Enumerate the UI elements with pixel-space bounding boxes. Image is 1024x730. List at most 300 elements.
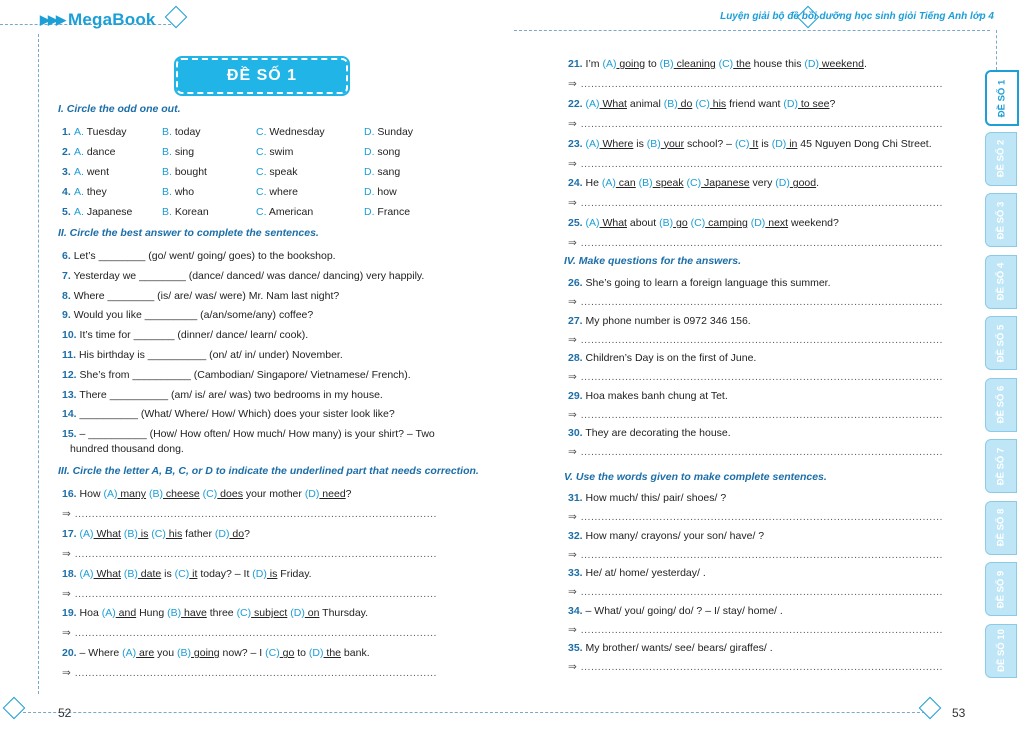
underlined-part: go — [673, 217, 688, 230]
sentence-item — [62, 369, 411, 381]
answer-line: ⇒ .......................................................................................................... — [62, 547, 437, 560]
option-letter: (A) — [101, 607, 116, 620]
option-letter: (D) — [775, 177, 790, 190]
underlined-part: What — [599, 97, 627, 110]
underlined-part: is — [137, 527, 149, 540]
page-number-left: 52 — [58, 706, 72, 720]
option-letter: C. — [256, 126, 267, 138]
tab-exam-10[interactable] — [985, 624, 1017, 678]
item-number: 6. — [62, 250, 71, 262]
tab-exam-3[interactable] — [985, 193, 1017, 247]
underlined-part: his — [709, 97, 727, 110]
sentence-text: father — [182, 527, 215, 540]
sentence-text: Where ________ (is/ are/ was/ were) Mr. Nam last night? — [73, 289, 340, 302]
sentence-text: very — [749, 177, 776, 190]
option-letter: (D) — [287, 607, 305, 620]
item-number: 26. — [568, 277, 583, 289]
option-letter: (A) — [79, 567, 94, 580]
option-letter: (A) — [585, 97, 600, 110]
sentence-text: animal — [626, 97, 664, 110]
option-letter: C. — [256, 146, 267, 158]
sentence-item — [62, 309, 313, 321]
tab-label: ĐỀ SỐ 5 — [995, 324, 1007, 362]
item-number: 5. — [62, 206, 71, 218]
left-margin-rule — [38, 34, 39, 694]
answer-line: ⇒ .......................................................................................................... — [568, 511, 943, 523]
sentence-text: ? — [244, 527, 250, 540]
option-letter: (B) — [663, 97, 678, 110]
book-title: Luyện giải bộ đề bồi dưỡng học sinh giỏi Tiếng Anh lớp 4 — [720, 11, 994, 22]
underlined-part: going — [191, 647, 220, 660]
footer-rule-right — [520, 712, 930, 713]
item-text: She’s going to learn a foreign language this summer. — [585, 277, 831, 289]
item-text: They are decorating the house. — [585, 427, 731, 440]
option-letter: (C) — [715, 58, 734, 70]
option-letter: (D) — [804, 58, 819, 70]
list-item — [568, 352, 756, 364]
sentence-text: to — [294, 647, 309, 660]
section-heading: I. Circle the odd one out. — [58, 103, 181, 115]
sentence-text: school? – — [684, 137, 735, 150]
sentence-text: His birthday is __________ (on/ at/ in/ under) November. — [78, 349, 343, 361]
sentence-item — [62, 349, 343, 361]
option — [162, 146, 194, 158]
option-letter: (C) — [683, 177, 702, 190]
option-letter: (C) — [174, 567, 190, 580]
correction-item — [62, 568, 312, 580]
underlined-part: are — [136, 647, 155, 660]
answer-line: ⇒ .......................................................................................................... — [568, 408, 943, 421]
list-item — [568, 390, 728, 402]
sentence-text: __________ (What/ Where/ How/ Which) does your sister look like? — [79, 408, 395, 421]
underlined-part: What — [599, 217, 627, 230]
option-letter: (B) — [646, 137, 661, 150]
underlined-part: can — [615, 177, 636, 190]
answer-line: ⇒ .......................................................................................................... — [568, 371, 943, 384]
option-letter: (A) — [79, 527, 94, 540]
option-letter: (D) — [214, 527, 230, 540]
underlined-part: It — [749, 137, 759, 150]
item-number: 27. — [568, 314, 583, 327]
underlined-part: do — [677, 97, 693, 110]
item-number: 12. — [62, 368, 77, 381]
sentence-item — [62, 250, 336, 262]
sentence-text: now? – I — [219, 647, 266, 660]
item-number: 30. — [568, 427, 583, 440]
option-letter: C. — [256, 206, 267, 218]
sentence-text: ? — [829, 97, 836, 110]
tab-exam-4[interactable] — [985, 255, 1017, 309]
item-text: – What/ you/ going/ do/ ? – I/ stay/ home/ . — [585, 604, 783, 617]
section-heading: V. Use the words given to make complete sentences. — [564, 471, 827, 483]
underlined-part: date — [137, 567, 162, 580]
option — [74, 186, 107, 198]
option-letter: A. — [74, 186, 84, 198]
correction-item — [568, 177, 819, 189]
underlined-part: his — [165, 527, 183, 540]
option-letter: (C) — [236, 607, 252, 620]
underlined-part: speak — [652, 177, 684, 190]
item-number: 25. — [568, 217, 583, 230]
sentence-item — [62, 428, 435, 440]
option-text: swim — [269, 146, 294, 158]
list-item — [568, 492, 726, 504]
option-letter: D. — [364, 166, 375, 178]
option-letter: C. — [256, 166, 267, 178]
option — [256, 126, 325, 138]
option-text: dance — [86, 146, 116, 158]
sentence-text: is — [758, 137, 772, 150]
answer-line: ⇒ .......................................................................................................... — [568, 78, 943, 90]
underlined-part: do — [229, 527, 245, 540]
sentence-text: I’m — [585, 58, 603, 70]
underlined-part: the — [323, 647, 342, 660]
header-rule-right — [514, 30, 990, 31]
sentence-text: It’s time for _______ (dinner/ dance/ learn/ cook). — [79, 329, 309, 342]
option-text: song — [377, 146, 401, 158]
underlined-part: camping — [705, 217, 748, 230]
exam-title: ĐỀ SỐ 1 — [176, 58, 348, 94]
answer-line: ⇒ .......................................................................................................... — [62, 667, 437, 680]
option-letter: (B) — [167, 607, 182, 620]
option-letter: (A) — [585, 137, 600, 150]
item-number: 28. — [568, 352, 583, 365]
option-letter: (A) — [601, 177, 616, 190]
option-text: Sunday — [377, 126, 414, 138]
footer-ornament — [919, 697, 942, 720]
underlined-part: it — [189, 567, 198, 580]
option — [162, 186, 194, 198]
section-heading: II. Circle the best answer to complete the sentences. — [58, 227, 319, 239]
item-text: How much/ this/ pair/ shoes/ ? — [585, 492, 727, 504]
item-number: 16. — [62, 488, 77, 500]
list-item — [568, 427, 731, 439]
tab-exam-2[interactable] — [985, 132, 1017, 186]
option — [256, 206, 313, 218]
sentence-text: Thursday. — [319, 607, 369, 620]
option-text: bought — [174, 166, 207, 178]
tab-exam-1[interactable] — [985, 70, 1019, 126]
underlined-part: Japanese — [701, 177, 750, 190]
option-letter: (D) — [308, 647, 324, 660]
option — [364, 146, 400, 158]
option-text: Wednesday — [269, 126, 325, 138]
option-text: sang — [377, 166, 401, 178]
underlined-part: next — [765, 217, 789, 230]
item-text: He/ at/ home/ yesterday/ . — [585, 567, 706, 579]
option-text: Tuesday — [86, 126, 127, 138]
sentence-item — [62, 389, 383, 401]
tab-label: ĐỀ SỐ 6 — [995, 385, 1007, 424]
option-letter: D. — [364, 206, 375, 218]
option-text: Korean — [174, 206, 209, 218]
item-number: 21. — [568, 58, 583, 70]
tab-exam-5[interactable] — [985, 316, 1017, 370]
item-number: 4. — [62, 186, 71, 198]
item-number: 22. — [568, 97, 583, 110]
option-text: went — [86, 166, 110, 178]
underlined-part: your — [660, 137, 685, 150]
list-item — [568, 605, 783, 617]
answer-line: ⇒ .......................................................................................................... — [568, 117, 943, 130]
tab-label: ĐỀ SỐ 8 — [995, 508, 1007, 547]
option-text: speak — [269, 166, 298, 178]
underlined-part: many — [117, 488, 147, 500]
option-letter: A. — [74, 126, 84, 138]
sentence-item — [62, 329, 308, 341]
sentence-continuation: hundred thousand dong. — [70, 443, 184, 456]
answer-line: ⇒ .......................................................................................................... — [568, 586, 943, 598]
option — [74, 206, 132, 218]
option-letter: (B) — [635, 177, 653, 190]
sentence-text: She’s from __________ (Cambodian/ Singapore/ Vietnamese/ French). — [79, 368, 411, 381]
correction-item — [62, 607, 368, 619]
sentence-text: about — [626, 217, 660, 230]
sentence-text: weekend? — [788, 217, 839, 230]
tab-label: ĐỀ SỐ 3 — [995, 201, 1007, 239]
sentence-text: Hoa — [79, 607, 102, 620]
option-letter: (A) — [602, 58, 617, 70]
item-number: 8. — [62, 289, 71, 302]
option-letter: (B) — [120, 567, 138, 580]
answer-line: ⇒ .......................................................................................................... — [62, 587, 437, 600]
list-item — [568, 642, 773, 654]
sentence-text: – Where — [79, 647, 123, 660]
option — [364, 166, 400, 178]
tab-exam-9[interactable] — [985, 562, 1017, 616]
option-text: sing — [174, 146, 195, 158]
option — [256, 166, 297, 178]
answer-line: ⇒ .......................................................................................................... — [568, 333, 943, 346]
sentence-text: house this — [750, 58, 805, 70]
sentence-text: your mother — [242, 488, 305, 500]
underlined-part: go — [279, 647, 295, 660]
option-text: today — [174, 126, 201, 138]
sentence-text: Let’s ________ (go/ went/ going/ goes) to the bookshop. — [73, 250, 336, 262]
megabook-logo — [40, 10, 156, 30]
underlined-part: cleaning — [673, 58, 716, 70]
underlined-part: good — [789, 177, 817, 190]
item-number: 29. — [568, 389, 583, 402]
option-letter: (C) — [692, 97, 710, 110]
underlined-part: going — [616, 58, 646, 70]
answer-line: ⇒ .......................................................................................................... — [568, 157, 943, 170]
item-number: 7. — [62, 269, 71, 282]
list-item — [568, 315, 751, 327]
sentence-text: There __________ (am/ is/ are/ was) two bedrooms in my house. — [79, 388, 383, 401]
sentence-text: – __________ (How/ How often/ How much/ How many) is your shirt? – Two — [79, 428, 435, 441]
option-letter: (C) — [687, 217, 706, 230]
tab-exam-8[interactable] — [985, 501, 1017, 555]
item-number: 3. — [62, 166, 71, 178]
correction-item — [568, 98, 835, 110]
option-letter: (A) — [103, 488, 118, 500]
option-letter: (A) — [585, 217, 600, 230]
tab-label: ĐỀ SỐ 4 — [995, 262, 1007, 301]
correction-item — [62, 488, 352, 500]
underlined-part: and — [115, 607, 137, 620]
sentence-text: He — [585, 177, 602, 190]
option-letter: (D) — [304, 488, 320, 500]
underlined-part: on — [304, 607, 320, 620]
item-number: 31. — [568, 492, 583, 504]
item-number: 14. — [62, 408, 77, 421]
option-letter: B. — [162, 186, 172, 198]
answer-line: ⇒ .......................................................................................................... — [568, 296, 943, 308]
option-letter: A. — [74, 206, 84, 218]
option-letter: D. — [364, 186, 375, 198]
option-letter: (B) — [659, 58, 674, 70]
option-letter: (C) — [148, 527, 166, 540]
underlined-part: need — [319, 488, 346, 500]
answer-line: ⇒ .......................................................................................................... — [62, 627, 437, 640]
option — [162, 126, 201, 138]
underlined-part: What — [93, 527, 121, 540]
underlined-part: weekend — [818, 58, 864, 70]
footer-rule-left — [18, 712, 518, 713]
item-number: 35. — [568, 642, 583, 654]
tab-label: ĐỀ SỐ 10 — [995, 629, 1007, 672]
option-letter: B. — [162, 146, 172, 158]
option-letter: D. — [364, 126, 375, 138]
option-letter: (D) — [771, 137, 787, 150]
option-letter: (C) — [734, 137, 750, 150]
item-text: Hoa makes banh chung at Tet. — [585, 389, 728, 402]
correction-item — [568, 138, 932, 150]
sentence-text: Hung — [136, 607, 168, 620]
underlined-part: the — [733, 58, 751, 70]
option-letter: B. — [162, 126, 172, 138]
option-letter: A. — [74, 146, 84, 158]
answer-line: ⇒ .......................................................................................................... — [568, 623, 943, 636]
item-number: 18. — [62, 567, 77, 580]
answer-line: ⇒ .......................................................................................................... — [568, 197, 943, 210]
item-number: 32. — [568, 529, 583, 542]
option — [162, 206, 209, 218]
underlined-part: Where — [599, 137, 634, 150]
option-letter: A. — [74, 166, 84, 178]
item-number: 23. — [568, 137, 583, 150]
item-text: Children’s Day is on the first of June. — [585, 352, 757, 365]
footer-ornament — [3, 697, 26, 720]
sentence-text: is — [633, 137, 647, 150]
sentence-text: Yesterday we ________ (dance/ danced/ was dance/ dancing) very happily. — [73, 269, 425, 282]
option-letter: (B) — [120, 527, 138, 540]
sentence-text: you — [154, 647, 177, 660]
sentence-item — [62, 408, 395, 420]
item-number: 9. — [62, 309, 71, 322]
option — [74, 146, 115, 158]
item-text: My phone number is 0972 346 156. — [585, 314, 751, 327]
item-text: How many/ crayons/ your son/ have/ ? — [585, 529, 765, 542]
underlined-part: cheese — [162, 488, 200, 500]
option — [364, 126, 413, 138]
answer-line: ⇒ .......................................................................................................... — [568, 446, 943, 459]
item-number: 33. — [568, 567, 583, 579]
correction-item — [568, 58, 867, 70]
sentence-text: Would you like _________ (a/an/some/any) coffee? — [73, 309, 314, 322]
option-letter: (B) — [146, 488, 163, 500]
right-margin-rule — [996, 30, 997, 70]
underlined-part: have — [181, 607, 207, 620]
tab-label: ĐỀ SỐ 1 — [996, 79, 1008, 117]
option-text: how — [377, 186, 397, 198]
option-letter: (A) — [122, 647, 137, 660]
option — [74, 166, 109, 178]
sentence-text: Friday. — [277, 567, 312, 580]
sentence-item — [62, 290, 339, 302]
tab-exam-6[interactable] — [985, 378, 1017, 432]
item-number: 13. — [62, 388, 77, 401]
option-letter: C. — [256, 186, 267, 198]
option-letter: D. — [364, 146, 375, 158]
section-heading: IV. Make questions for the answers. — [564, 255, 742, 267]
option-text: who — [174, 186, 195, 198]
underlined-part: What — [93, 567, 121, 580]
item-number: 15. — [62, 428, 77, 441]
sentence-item — [62, 270, 424, 282]
option-letter: (D) — [783, 97, 798, 110]
sentence-text: How — [79, 488, 104, 500]
option — [256, 146, 293, 158]
option — [256, 186, 298, 198]
page-number-right: 53 — [952, 706, 966, 720]
list-item — [568, 277, 831, 289]
item-number: 10. — [62, 329, 77, 342]
sentence-text: friend want — [726, 97, 784, 110]
option-text: they — [86, 186, 107, 198]
option-text: where — [269, 186, 299, 198]
sentence-text: . — [863, 58, 867, 70]
option-text: France — [377, 206, 411, 218]
option-text: Japanese — [86, 206, 133, 218]
tab-exam-7[interactable] — [985, 439, 1017, 493]
correction-item — [568, 217, 839, 229]
logo-mark-icon: ▶▶▶ — [40, 12, 64, 27]
option-letter: (B) — [177, 647, 191, 660]
underlined-part: in — [786, 137, 798, 150]
answer-line: ⇒ .......................................................................................................... — [62, 508, 437, 520]
underlined-part: subject — [251, 607, 288, 620]
item-number: 24. — [568, 177, 583, 190]
option — [364, 206, 410, 218]
correction-item — [62, 528, 250, 540]
tab-label: ĐỀ SỐ 9 — [995, 570, 1007, 608]
option-letter: (B) — [659, 217, 674, 230]
option-letter: (D) — [747, 217, 766, 230]
answer-line: ⇒ .......................................................................................................... — [568, 237, 943, 250]
option-letter: B. — [162, 206, 172, 218]
item-number: 34. — [568, 604, 583, 617]
correction-item — [62, 647, 370, 659]
item-number: 20. — [62, 647, 77, 660]
logo-text: MegaBook — [68, 10, 156, 29]
answer-line: ⇒ .......................................................................................................... — [568, 661, 943, 673]
sentence-text: is — [161, 567, 175, 580]
sentence-text: . — [816, 177, 820, 190]
item-number: 19. — [62, 607, 77, 620]
option-letter: (C) — [265, 647, 280, 660]
option-text: American — [268, 206, 314, 218]
answer-line: ⇒ .......................................................................................................... — [568, 548, 943, 561]
tab-label: ĐỀ SỐ 7 — [995, 447, 1007, 485]
underlined-part: does — [217, 488, 243, 500]
list-item — [568, 567, 706, 579]
option — [364, 186, 397, 198]
section-heading: III. Circle the letter A, B, C, or D to indicate the underlined part that needs correction. — [58, 465, 479, 477]
option-letter: (C) — [199, 488, 218, 500]
item-number: 11. — [62, 349, 77, 361]
